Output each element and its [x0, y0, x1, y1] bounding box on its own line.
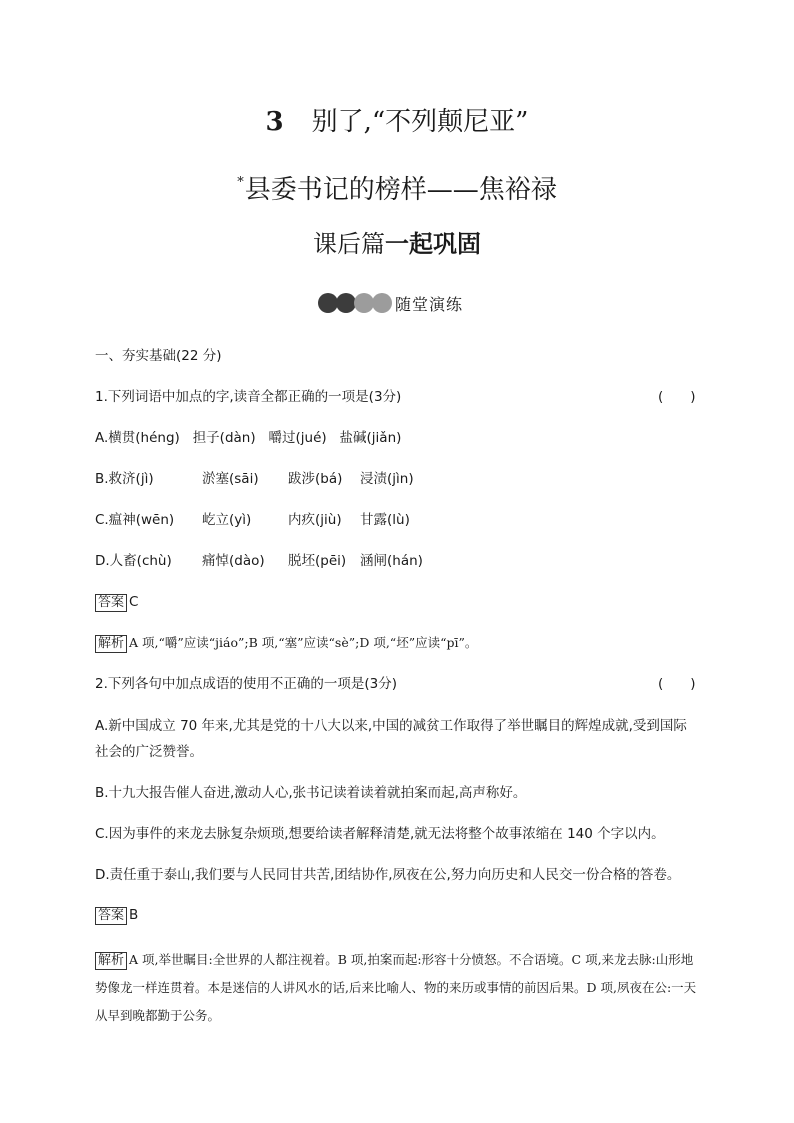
question-1	[95, 387, 401, 407]
option-word: 浸渍(jìn)	[360, 471, 414, 487]
explain-label: 解析	[95, 635, 127, 653]
explain-row-2	[95, 946, 699, 1030]
option-word: B.救济(jì)	[95, 471, 154, 487]
option-d: D.责任重于泰山,我们要与人民同甘共苦,团结协作,夙夜在公,努力向历史和人民交一份合格的答卷。	[95, 867, 681, 883]
option-word: 内疚(jiù)	[288, 512, 342, 528]
question-number: 1	[95, 389, 104, 405]
option-word: 淤塞(sāi)	[202, 471, 259, 487]
practice-banner	[318, 288, 463, 318]
option-word: 甘露(lù)	[360, 512, 410, 528]
option-c: C.因为事件的来龙去脉复杂烦琐,想要给读者解释清楚,就无法将整个故事浓缩在 140 个字以内。	[95, 826, 665, 842]
explain-text: A 项,“嚼”应读“jiáo”;B 项,“塞”应读“sè”;D 项,“坯”应读“pī”。	[129, 635, 478, 650]
option-word: 盐碱(jiǎn)	[339, 430, 402, 446]
answer-row-1	[95, 592, 138, 612]
option-word: 屹立(yì)	[202, 512, 252, 528]
answer-label: 答案	[95, 907, 127, 925]
answer-value: B	[129, 907, 139, 923]
dot-icon	[336, 293, 356, 313]
dot-icon	[354, 293, 374, 313]
sub-title-text: 县委书记的榜样——焦裕禄	[244, 175, 557, 205]
sub-title	[0, 165, 794, 208]
option-word: 跋涉(bá)	[288, 471, 343, 487]
question-number: 2	[95, 676, 104, 692]
section-title-bold: 一起巩固	[385, 230, 481, 258]
explain-label: 解析	[95, 952, 127, 970]
question-text: .下列词语中加点的字,读音全都正确的一项是(3分)	[103, 389, 402, 405]
option-word: C.瘟神(wēn)	[95, 512, 175, 528]
question-2	[95, 674, 397, 694]
answer-value: C	[129, 594, 139, 610]
dot-icon	[372, 293, 392, 313]
explain-row-1	[95, 633, 477, 653]
explain-text: A 项,举世瞩目:全世界的人都注视着。B 项,拍案而起:形容十分愤怒。不合语境。C 项,来龙去脉:山形地势像龙一样连贯着。本是迷信的人讲风水的话,后来比喻人、物的来历或事情的前因后果。D 项,夙夜在公:一天从早到晚都勤于公务。	[95, 952, 697, 1023]
lesson-number: 3	[265, 107, 284, 137]
answer-blank: ( )	[658, 676, 696, 692]
option-word: 脱坯(pēi)	[288, 553, 347, 569]
part-heading: 一、夯实基础(22 分)	[95, 348, 222, 364]
option-a	[95, 428, 401, 448]
option-word: 嚼过(jué)	[268, 430, 327, 446]
option-word: 痛悼(dào)	[202, 553, 265, 569]
option-b: B.十九大报告催人奋进,激动人心,张书记读着读着就拍案而起,高声称好。	[95, 785, 527, 801]
option-a: A.新中国成立 70 年来,尤其是党的十八大以来,中国的减贫工作取得了举世瞩目的辉煌成就,受到国际社会的广泛赞誉。	[95, 718, 687, 760]
option-word: D.人畜(chù)	[95, 553, 172, 569]
option-word: 担子(dàn)	[192, 430, 256, 446]
star-mark: *	[237, 175, 244, 190]
answer-label: 答案	[95, 594, 127, 612]
option-word: 涵闸(hán)	[360, 553, 423, 569]
lesson-title	[0, 104, 794, 140]
dot-icon	[318, 293, 338, 313]
answer-row-2	[95, 905, 138, 925]
question-text: .下列各句中加点成语的使用不正确的一项是(3分)	[103, 676, 398, 692]
answer-blank: ( )	[658, 389, 696, 405]
section-title	[0, 227, 794, 261]
lesson-title-text: 别了,“不列颠尼亚”	[311, 107, 529, 137]
practice-label: 随堂演练	[395, 294, 464, 314]
option-word: A.横贯(héng)	[95, 430, 180, 446]
section-title-normal: 课后篇	[313, 230, 385, 258]
